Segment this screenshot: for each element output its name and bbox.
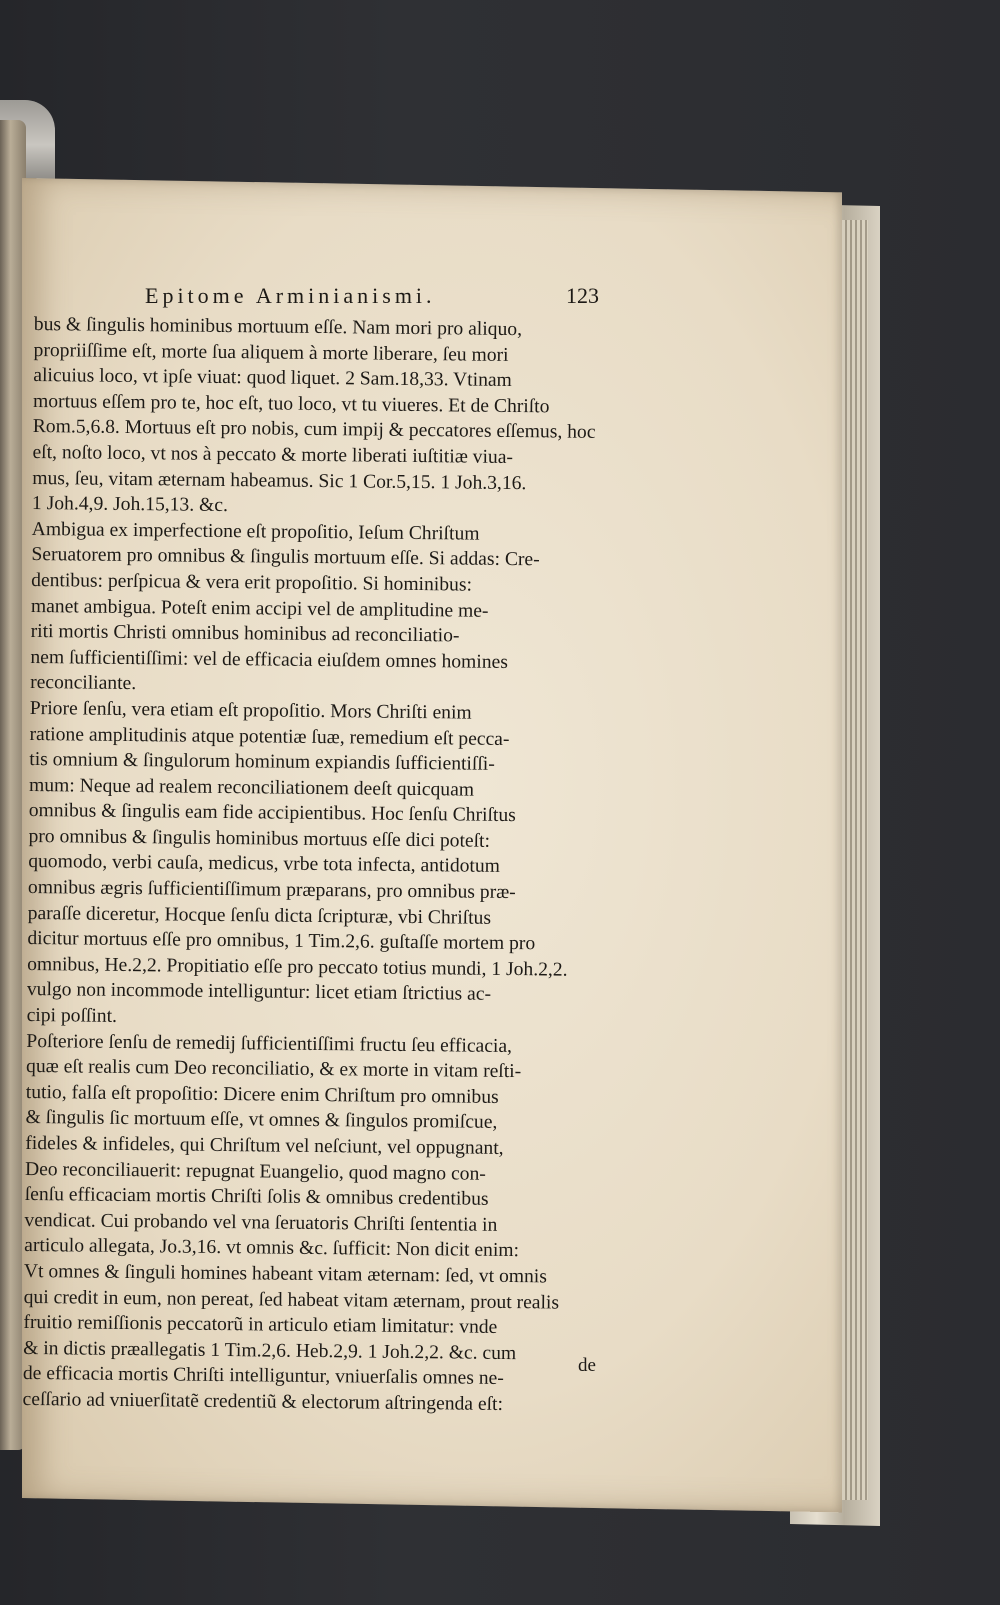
running-title: Epitome Arminianismi. <box>145 283 436 308</box>
text-line: pro omnibus & ſingulis hominibus mortuus eſſe dici poteſt: <box>28 825 491 852</box>
text-line: riti mortis Christi omnibus hominibus ad reconciliatio- <box>30 621 460 647</box>
text-line: ceſſario ad vniuerſitatẽ credentiũ & electorum aſtringenda eſt: <box>22 1388 504 1415</box>
text-line: mus, ſeu, vitam æternam habeamus. Sic 1 Cor.5,15. 1 Joh.3,16. <box>32 467 527 494</box>
text-line: paraſſe diceretur, Hocque ſenſu dicta ſcripturæ, vbi Chriſtus <box>27 902 492 929</box>
page-number: 123 <box>566 283 599 308</box>
text-line: Seruatorem pro omnibus & ſingulis mortuum eſſe. Si addas: Cre- <box>31 544 540 571</box>
text-line: dentibus: perſpicua & vera erit propoſitio. Si hominibus: <box>31 569 473 596</box>
text-line: eſt, noſto loco, vt nos à peccato & morte liberati iuſtitiæ viua- <box>32 441 514 468</box>
text-line: Deo reconciliauerit: repugnat Euangelio, quod magno con- <box>24 1158 486 1185</box>
text-line: articulo allegata, Jo.3,16. vt omnis &c. ſufficit: Non dicit enim: <box>24 1235 520 1262</box>
text-line: qui credit in eum, non pereat, ſed habeat vitam æternam, prout realis <box>23 1286 560 1314</box>
text-line: alicuius loco, vt ipſe viuat: quod liquet. 2 Sam.18,33. Vtinam <box>33 365 512 392</box>
text-line: quæ eſt realis cum Deo reconciliatio, & ex morte in vitam reſti- <box>25 1056 522 1083</box>
text-line: & ſingulis ſic mortuum eſſe, vt omnes & ſingulos promiſcue, <box>25 1107 498 1134</box>
text-line: vulgo non incommode intelliguntur: licet etiam ſtrictius ac- <box>26 979 492 1006</box>
text-line: nem ſufficientiſſimi: vel de efficacia eiuſdem omnes homines <box>30 646 509 673</box>
text-line: tis omnium & ſingulorum hominum expiandis ſufficientiſſi- <box>29 749 495 775</box>
text-line: omnibus, He.2,2. Propitiatio eſſe pro peccato totius mundi, 1 Joh.2,2. <box>27 953 568 981</box>
text-line: Poſteriore ſenſu de remedij ſufficientiſſimi fructu ſeu efficacia, <box>26 1030 513 1057</box>
text-line: fideles & infideles, qui Chriſtum vel neſciunt, vel oppugnant, <box>25 1132 504 1159</box>
text-line: Vt omnes & ſinguli homines habeant vitam æternam: ſed, vt omnis <box>23 1260 548 1288</box>
text-line: ſenſu efficaciam mortis Chriſti ſolis & omnibus credentibus <box>24 1184 489 1210</box>
page-body-text <box>22 312 603 1418</box>
text-line: de efficacia mortis Chriſti intelliguntur, vniuerſalis omnes ne- <box>22 1363 504 1390</box>
text-line: ratione amplitudinis atque potentiæ ſuæ, remedium eſt pecca- <box>29 723 510 750</box>
page-stack-edge <box>840 220 868 1500</box>
text-line: manet ambigua. Poteſt enim accipi vel de amplitudine me- <box>30 595 489 622</box>
text-line: 1 Joh.4,9. Joh.15,13. &c. <box>31 493 229 517</box>
text-line: tutio, falſa eſt propoſitio: Dicere enim Chriſtum pro omnibus <box>25 1081 499 1108</box>
text-line: vendicat. Cui probando vel vna ſeruatoris Chriſti ſententia in <box>24 1209 498 1236</box>
text-line: reconciliante. <box>30 672 137 695</box>
text-line: & in dictis præallegatis 1 Tim.2,6. Heb.2,9. 1 Joh.2,2. &c. cum <box>23 1337 517 1364</box>
text-line: dicitur mortuus eſſe pro omnibus, 1 Tim.2,6. guſtaſſe mortem pro <box>27 928 536 955</box>
text-line: omnibus & ſingulis eam fide accipientibus. Hoc ſenſu Chriſtus <box>28 800 516 827</box>
catchword: de <box>578 1355 596 1376</box>
text-line: mum: Neque ad realem reconciliationem deeſt quicquam <box>28 774 475 801</box>
text-line: Rom.5,6.8. Mortuus eſt pro nobis, cum impij & peccatores eſſemus, hoc <box>32 416 596 444</box>
text-line: propriiſſime eſt, morte ſua aliquem à morte liberare, ſeu mori <box>33 339 509 366</box>
text-line: mortuus eſſem pro te, hoc eſt, tuo loco, vt tu viueres. Et de Chriſto <box>32 390 550 418</box>
text-line: bus & ſingulis hominibus mortuum eſſe. Nam mori pro aliquo, <box>33 313 523 341</box>
text-line: omnibus ægris ſufficientiſſimum præparans, pro omnibus præ- <box>27 877 516 904</box>
text-line: fruitio remiſſionis peccatorũ in articulo etiam limitatur: vnde <box>23 1312 498 1339</box>
text-line: cipi poſſint. <box>26 1004 118 1027</box>
text-line: quomodo, verbi cauſa, medicus, vrbe tota infecta, antidotum <box>28 851 501 878</box>
text-line: Priore ſenſu, vera etiam eſt propoſitio. Mors Chriſti enim <box>29 697 472 724</box>
text-line: Ambigua ex imperfectione eſt propoſitio, Ieſum Chriſtum <box>31 518 480 545</box>
